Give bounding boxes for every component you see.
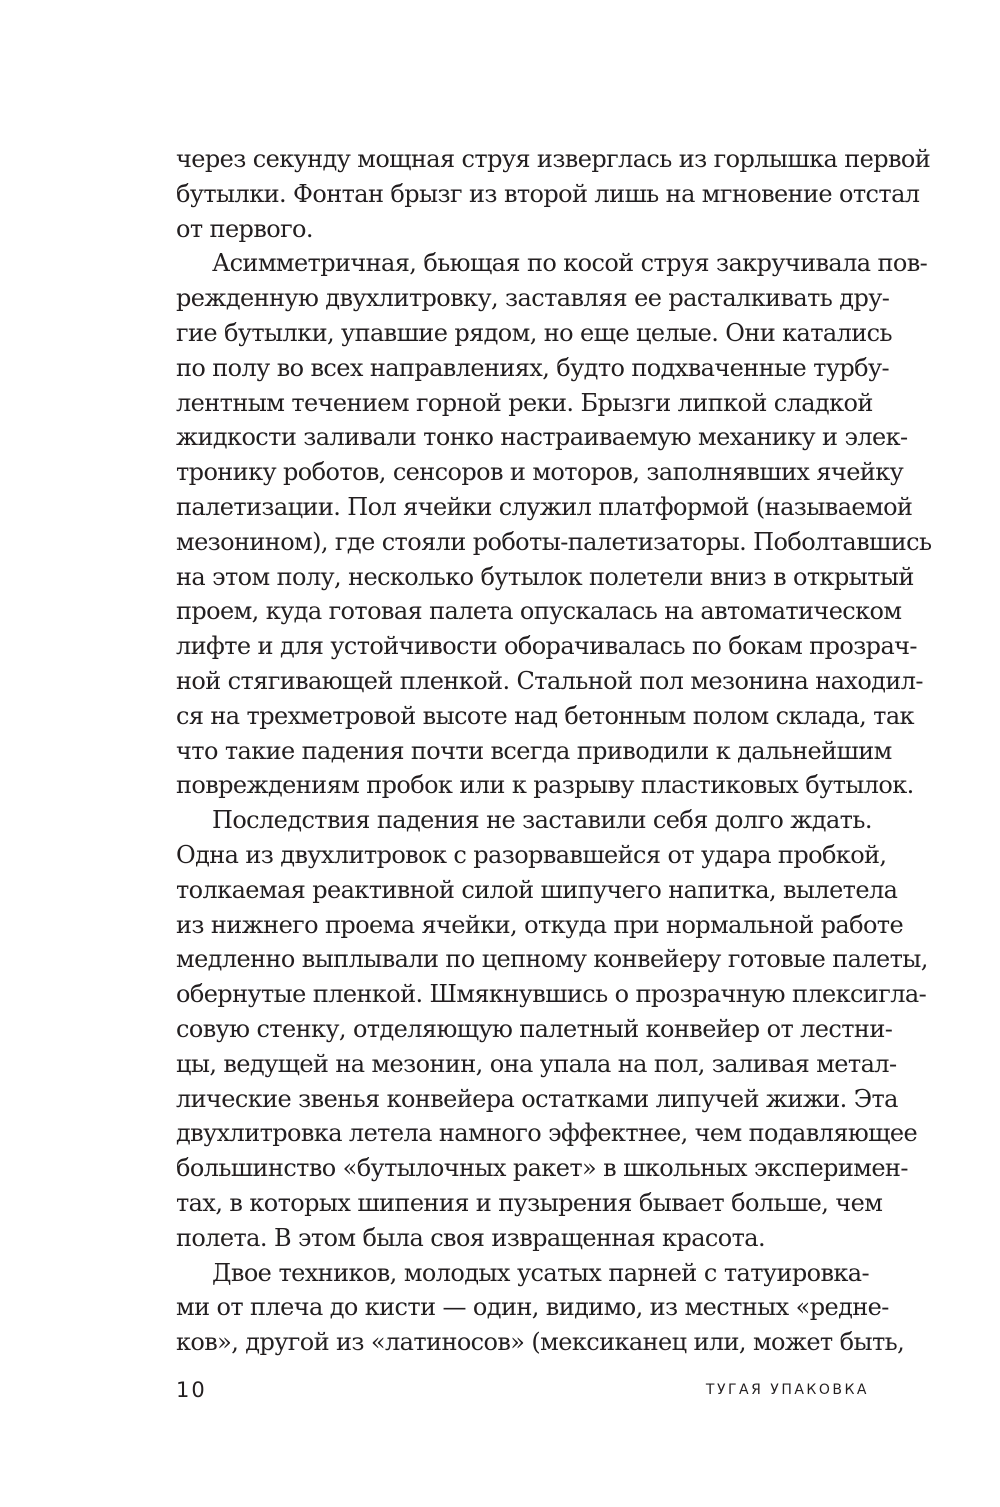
text-line: от первого.	[176, 214, 313, 243]
text-line: лентным течением горной реки. Брызги липкой сладкой	[176, 388, 873, 417]
text-line: цы, ведущей на мезонин, она упала на пол, заливая метал-	[176, 1049, 897, 1078]
text-line: Асимметричная, бьющая по косой струя закручивала пов-	[212, 249, 928, 278]
body-text	[176, 142, 932, 1360]
text-line: большинство «бутылочных ракет» в школьных эксперимен-	[176, 1154, 908, 1183]
text-line: обернутые пленкой. Шмякнувшись о прозрачную плексигла-	[176, 980, 927, 1009]
text-line: ми от плеча до кисти — один, видимо, из местных «редне-	[176, 1293, 889, 1322]
text-line: Последствия падения не заставили себя долго ждать.	[212, 806, 872, 835]
text-line: из нижнего проема ячейки, откуда при нормальной работе	[176, 910, 904, 939]
text-line: лифте и для устойчивости оборачивалась по бокам прозрач-	[176, 632, 917, 661]
text-line: что такие падения почти всегда приводили к дальнейшим	[176, 736, 892, 765]
text-line: жидкости заливали тонко настраиваемую механику и элек-	[176, 423, 908, 452]
text-line: медленно выплывали по цепному конвейеру готовые палеты,	[176, 945, 928, 974]
text-line: Двое техников, молодых усатых парней с татуировка-	[212, 1258, 869, 1287]
text-line: мезонином), где стояли роботы-палетизаторы. Поболтавшись	[176, 527, 932, 556]
page-footer	[176, 1378, 869, 1418]
text-line: гие бутылки, упавшие рядом, но еще целые. Они катались	[176, 318, 892, 347]
text-line: проем, куда готовая палета опускалась на автоматическом	[176, 597, 902, 626]
text-line: по полу во всех направлениях, будто подхваченные турбу-	[176, 353, 890, 382]
text-line: ной стягивающей пленкой. Стальной пол мезонина находил-	[176, 666, 923, 695]
text-line: совую стенку, отделяющую палетный конвейер от лестни-	[176, 1014, 893, 1043]
running-title: ТУГАЯ УПАКОВКА	[705, 1382, 869, 1398]
text-line: лические звенья конвейера остатками липучей жижи. Эта	[176, 1084, 898, 1113]
page-number: 10	[176, 1378, 207, 1402]
text-line: бутылки. Фонтан брызг из второй лишь на мгновение отстал	[176, 179, 920, 208]
text-line: повреждениям пробок или к разрыву пластиковых бутылок.	[176, 771, 914, 800]
text-line: режденную двухлитровку, заставляя ее расталкивать дру-	[176, 284, 890, 313]
text-line: толкаемая реактивной силой шипучего напитка, вылетела	[176, 875, 898, 904]
text-line: ся на трехметровой высоте над бетонным полом склада, так	[176, 701, 914, 730]
text-line: ков», другой из «латиносов» (мексиканец или, может быть,	[176, 1328, 905, 1357]
text-line: двухлитровка летела намного эффектнее, чем подавляющее	[176, 1119, 918, 1148]
text-line: полета. В этом была своя извращенная красота.	[176, 1223, 766, 1252]
text-line: через секунду мощная струя изверглась из горлышка первой	[176, 145, 931, 173]
text-line: Одна из двухлитровок с разорвавшейся от удара пробкой,	[176, 840, 887, 869]
text-line: тронику роботов, сенсоров и моторов, заполнявших ячейку	[176, 458, 904, 487]
text-line: палетизации. Пол ячейки служил платформой (называемой	[176, 492, 913, 521]
text-line: тах, в которых шипения и пузырения бывает больше, чем	[176, 1188, 883, 1217]
text-line: на этом полу, несколько бутылок полетели вниз в открытый	[176, 562, 914, 591]
